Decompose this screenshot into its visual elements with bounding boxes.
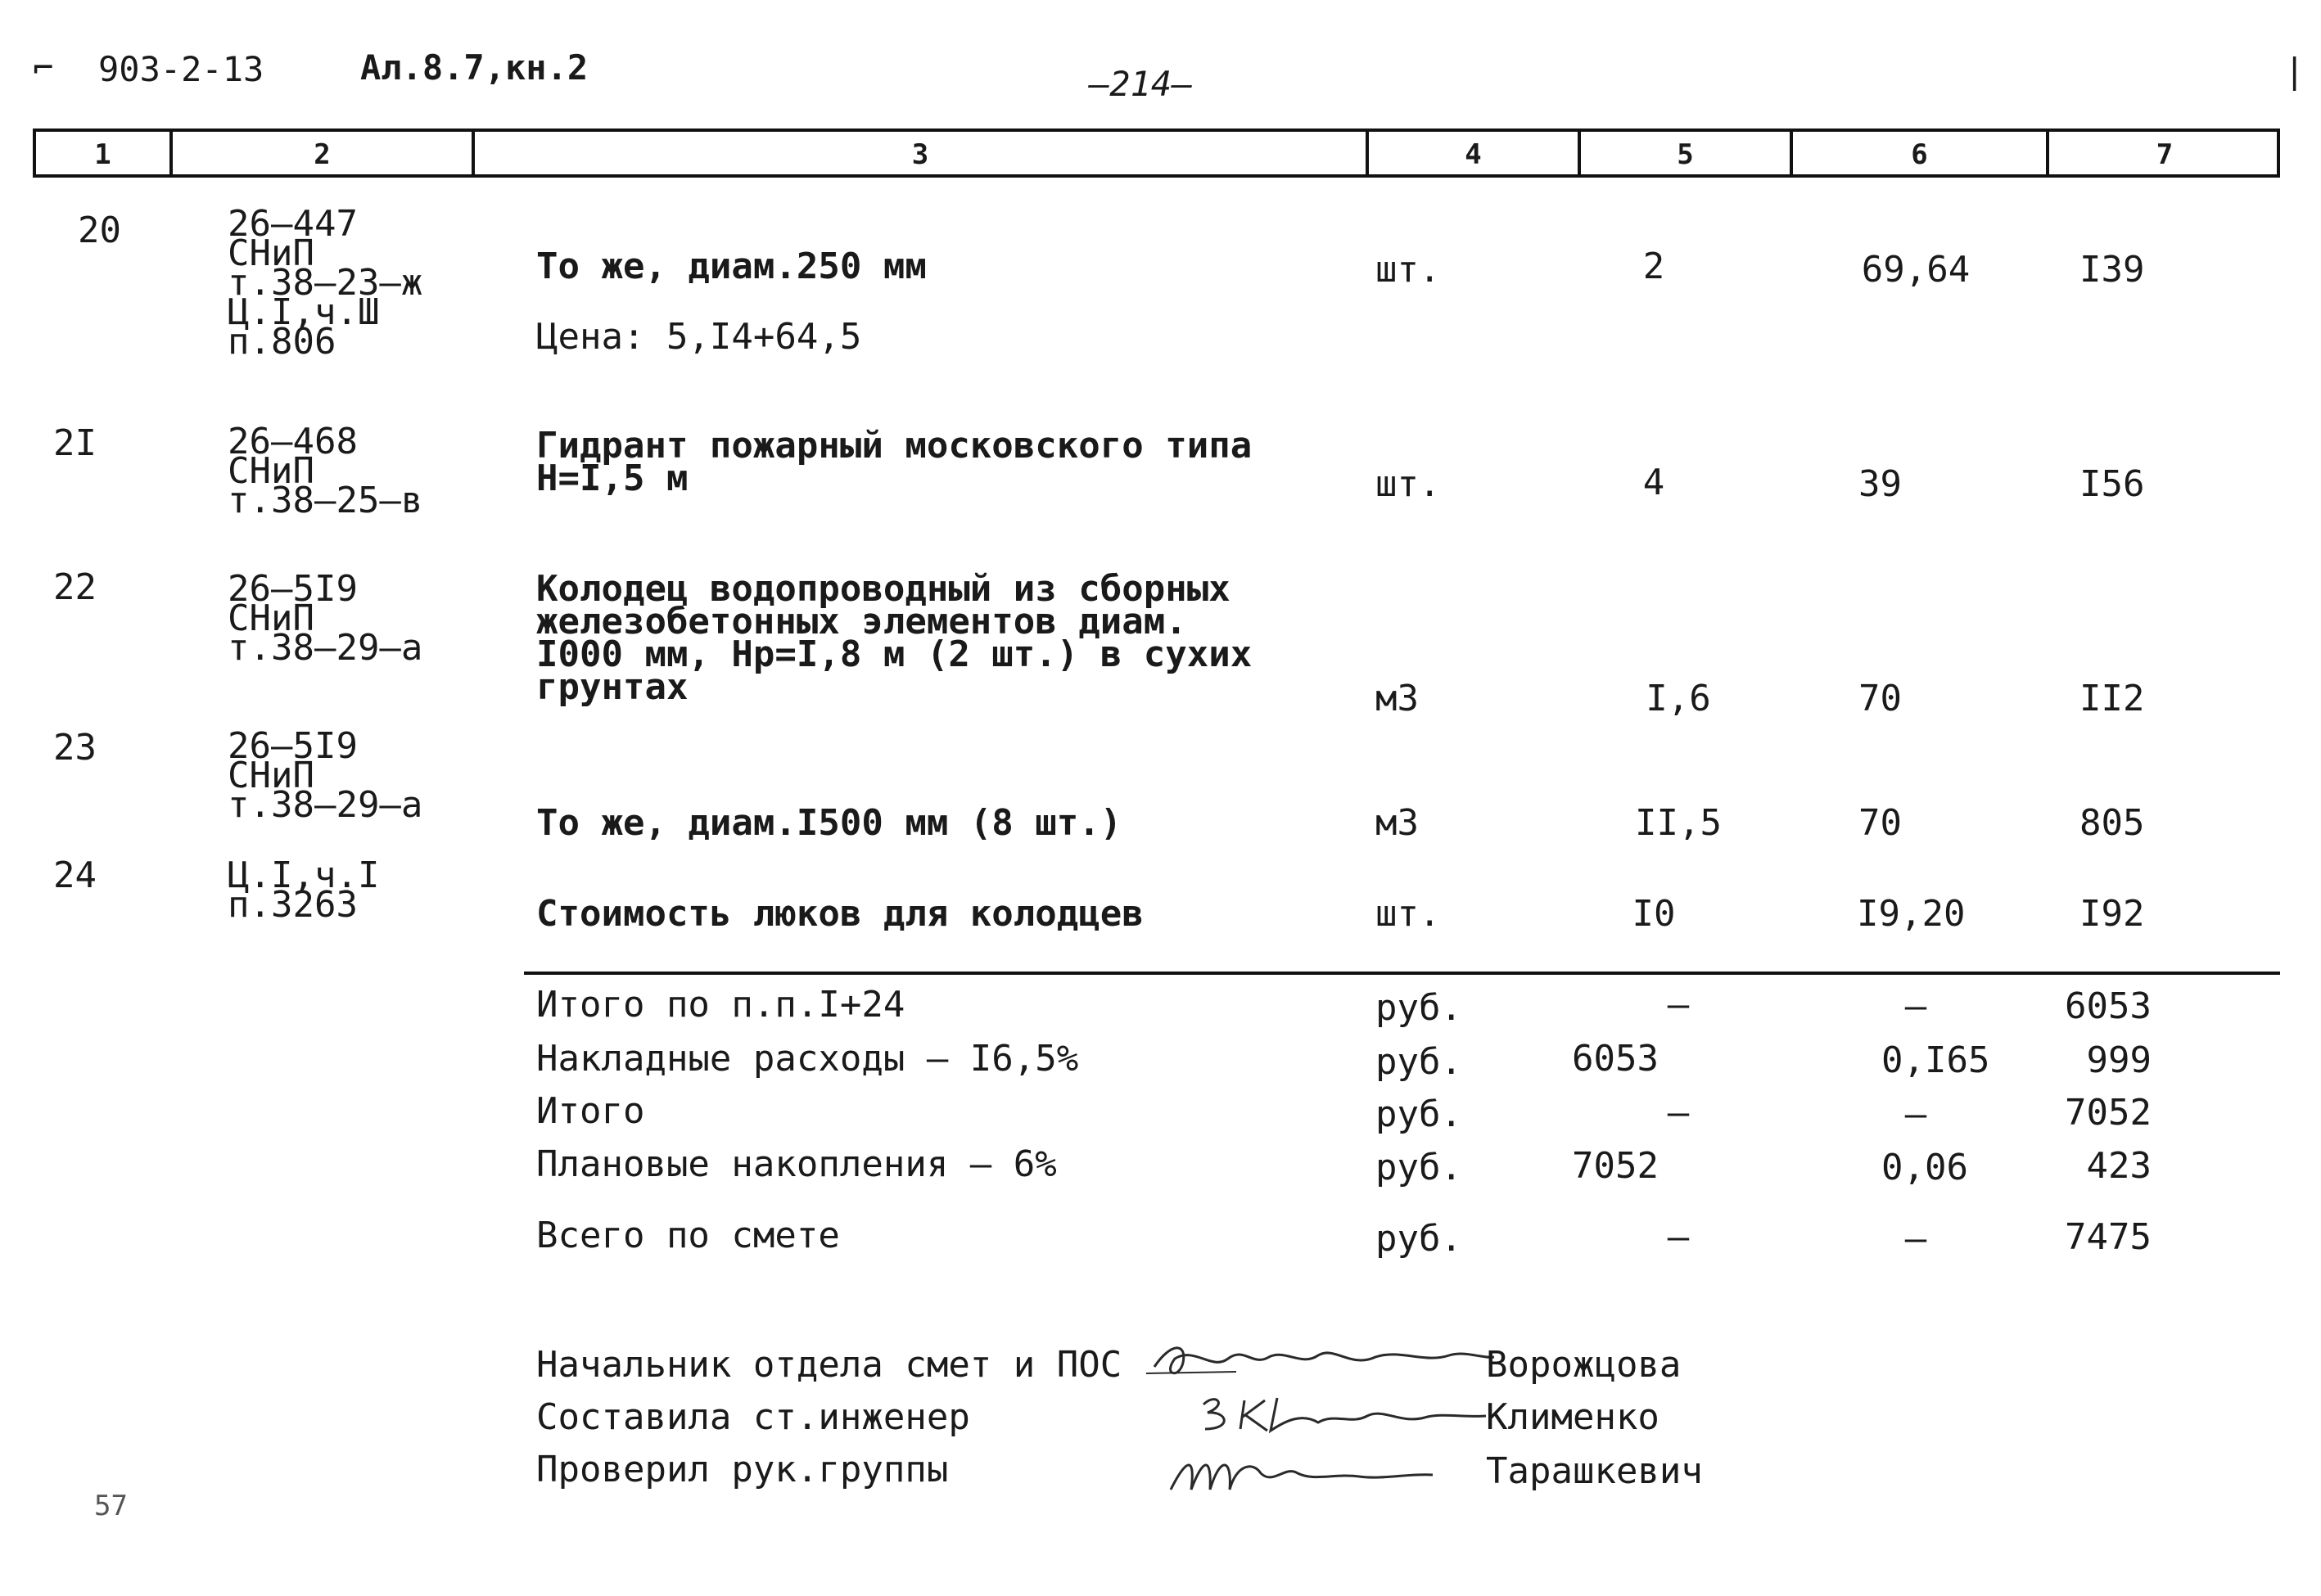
norm-code: 26–5I9 СНиП т.38–29–а [228,568,423,669]
row-number: 22 [53,566,97,608]
work-description: Стоимость люков для колодцев [536,893,1144,935]
row-number: 23 [53,727,97,769]
column-header-5: 5 [1677,138,1694,171]
summary-base: 7052 [1572,1145,1659,1187]
total-cost: 805 [2079,802,2145,844]
norm-code: 26–468 СНиП т.38–25–в [228,421,423,521]
unit: шт. [1375,463,1441,505]
total-cost: II2 [2079,678,2145,719]
unit-price: 70 [1858,802,1902,844]
quantity: I,6 [1646,678,1711,719]
corner-mark: ⌐ [33,47,54,88]
quantity: II,5 [1635,802,1722,844]
row-number: 24 [53,854,97,896]
summary-rate: – [1904,1218,1927,1260]
summary-rate: 0,I65 [1881,1039,1990,1081]
document-code: 903-2-13 [98,49,264,89]
quantity: 2 [1642,246,1665,287]
signature-role: Начальник отдела смет и ПОС [536,1344,1122,1386]
summary-label: Итого по п.п.I+24 [536,984,905,1026]
summary-base: – [1667,1092,1690,1134]
column-header-7: 7 [2156,138,2174,171]
summary-divider [524,972,2280,975]
summary-rate: – [1904,985,1927,1027]
norm-code: Ц.I,ч.I п.3263 [228,854,380,926]
signatory-name: Ворожцова [1486,1344,1682,1386]
summary-base: – [1667,984,1690,1026]
unit-price: 39 [1858,463,1902,505]
summary-unit: руб. [1375,1041,1462,1083]
album-reference: Ал.8.7,кн.2 [360,47,589,88]
signatory-name: Тарашкевич [1486,1450,1703,1492]
norm-code: 26–5I9 СНиП т.38–29–а [228,725,423,826]
column-header-3: 3 [911,138,929,171]
unit-price: 70 [1858,678,1902,719]
summary-label: Накладные расходы – I6,5% [536,1038,1079,1080]
summary-label: Всего по смете [536,1215,840,1256]
row-number: 2I [53,422,97,464]
page-number: —214— [1089,64,1193,104]
norm-code: 26–447 СНиП т.38–23–ж Ц.I,ч.Ш п.806 [228,203,423,363]
signature-role: Составила ст.инженер [536,1396,970,1438]
summary-unit: руб. [1375,1147,1462,1188]
summary-amount: 7052 [2065,1092,2152,1134]
column-header-4: 4 [1465,138,1482,171]
summary-label: Плановые накопления – 6% [536,1143,1057,1185]
right-edge-mark: | [2284,51,2305,91]
unit: шт. [1375,249,1441,291]
unit: шт. [1375,893,1441,935]
summary-unit: руб. [1375,1218,1462,1260]
work-description: Гидрант пожарный московского типа Н=I,5 м [536,425,1253,499]
signature-role: Проверил рук.группы [536,1449,949,1490]
unit-price: 69,64 [1861,249,1971,291]
summary-unit: руб. [1375,1093,1462,1135]
signatory-name: Клименко [1486,1396,1659,1438]
summary-amount: 999 [2086,1039,2152,1081]
column-number-bar [33,128,2280,178]
unit-price: I9,20 [1857,893,1966,935]
column-header-6: 6 [1911,138,1928,171]
work-description: Колодец водопроводный из сборных железобетонных элементов диам. I000 мм, Нр=I,8 м (2 шт.) в сухих грунтах [536,568,1253,708]
summary-base: 6053 [1572,1038,1659,1080]
footer-mark: 57 [94,1490,128,1522]
summary-label: Итого [536,1090,645,1132]
handwritten-signature [1138,1334,1498,1383]
summary-rate: – [1904,1093,1927,1135]
summary-amount: 6053 [2065,985,2152,1027]
summary-rate: 0,06 [1881,1147,1968,1188]
row-number: 20 [78,210,121,251]
quantity: I0 [1632,893,1676,935]
handwritten-signature [1163,1440,1441,1506]
column-header-1: 1 [94,138,111,171]
quantity: 4 [1642,462,1665,503]
price-formula: Цена: 5,I4+64,5 [536,316,862,358]
unit: м3 [1375,678,1419,719]
work-description: То же, диам.I500 мм (8 шт.) [536,802,1122,844]
total-cost: I39 [2079,249,2145,291]
summary-amount: 7475 [2065,1216,2152,1258]
summary-unit: руб. [1375,987,1462,1029]
work-description: То же, диам.250 мм [536,246,927,287]
total-cost: I92 [2079,893,2145,935]
summary-amount: 423 [2086,1145,2152,1187]
column-header-2: 2 [314,138,331,171]
summary-base: – [1667,1216,1690,1258]
handwritten-signature [1195,1388,1490,1437]
total-cost: I56 [2079,463,2145,505]
unit: м3 [1375,802,1419,844]
